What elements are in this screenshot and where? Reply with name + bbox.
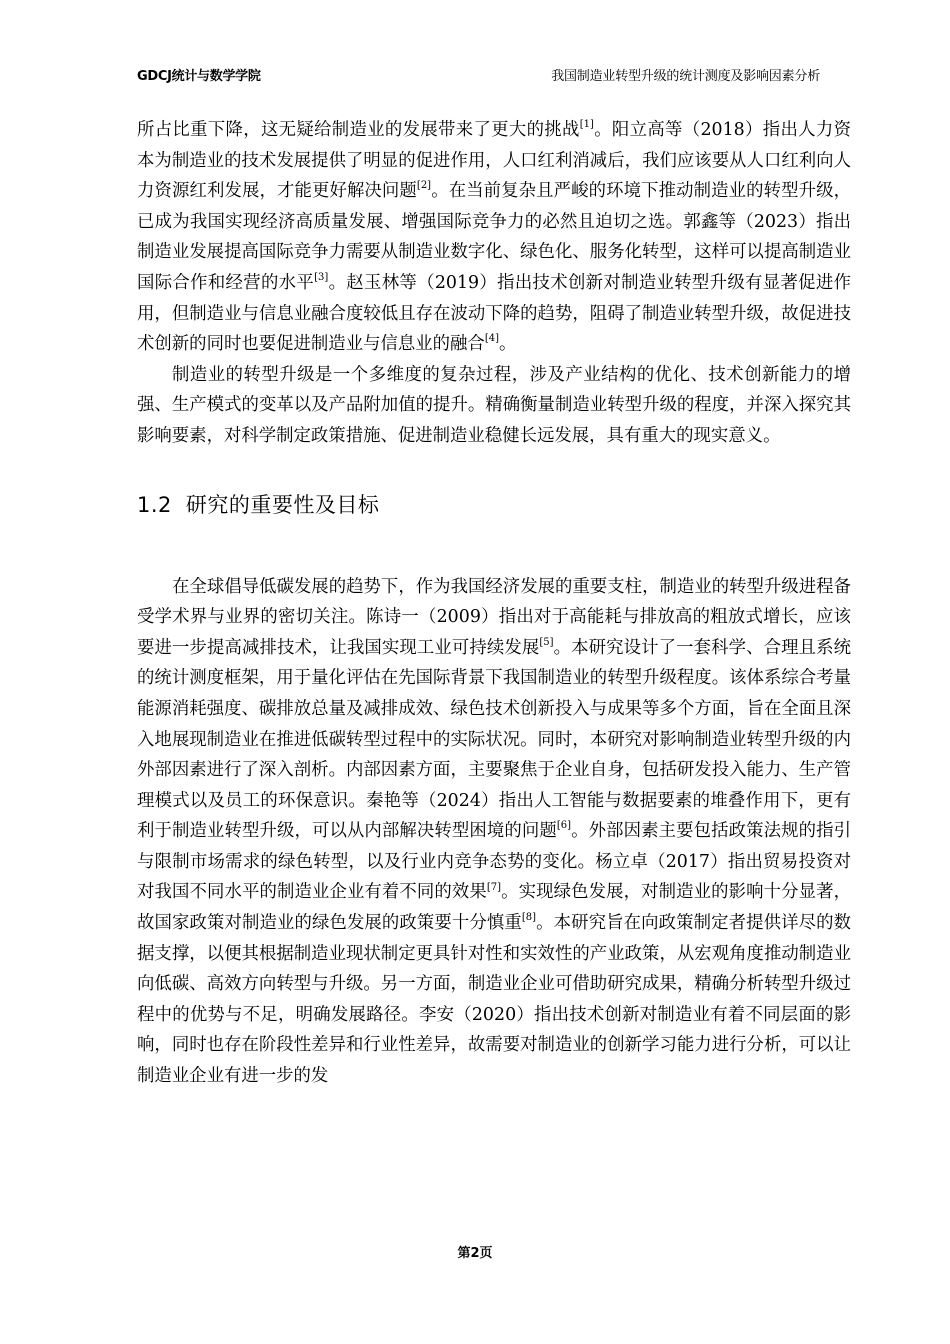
body-paragraph-2: 制造业的转型升级是一个多维度的复杂过程，涉及产业结构的优化、技术创新能力的增强、生产模式的变革以及产品附加值的提升。精确衡量制造业转型升级的程度，并深入探究其影响要素，对科学制定政策措施、促进制造业稳健长远发展，具有重大的现实意义。 (137, 364, 851, 446)
section-title: 研究的重要性及目标 (185, 492, 380, 517)
citation-8[interactable]: [8] (521, 912, 537, 924)
citation-6[interactable]: [6] (556, 820, 572, 832)
citation-5[interactable]: [5] (539, 636, 554, 648)
citation-7[interactable]: [7] (486, 881, 502, 893)
citation-4[interactable]: [4] (484, 333, 499, 345)
text-segment: 。在当前复杂且严峻的环境下推动制造业的转型升级，已成为我国实现经济高质量发展、增强国际竞争力的必然且迫切之选。郭鑫等（2023）指出制造业发展提高国际竞争力需要从制造业数字化、绿色化、服务化转型，这样可以提高制造业国际合作和经营的水平 (137, 181, 851, 293)
text-segment: 。外部因素主要包括政策法规的指引与限制市场需求的绿色转型，以及行业内竞争态势的变化。杨立卓（2017）指出贸易投资对对我国不同水平的制造业企业有着不同的效果 (137, 821, 851, 903)
page-header (137, 66, 820, 88)
page-number: 第2页 (457, 1246, 493, 1261)
text-segment: 。阳立高等（2018）指出人力资本为制造业的技术发展提供了明显的促进作用，人口红利消减后，我们应该要从人口红利向人力资源红利发展，才能更好解决问题 (137, 120, 851, 202)
header-institution: GDCJ统计与数学学院 (137, 69, 261, 84)
body-paragraph-3 (137, 572, 851, 1092)
text-segment: 在全球倡导低碳发展的趋势下，作为我国经济发展的重要支柱，制造业的转型升级进程备受学术界与业界的密切关注。陈诗一（2009）指出对于高能耗与排放高的粗放式增长，应该要进一步提高减排技术，让我国实现工业可持续发展 (137, 576, 851, 658)
text-segment: 。本研究设计了一套科学、合理且系统的统计测度框架，用于量化评估在先国际背景下我国制造业的转型升级程度。该体系综合考量能源消耗强度、碳排放总量及减排成效、绿色技术创新投入与成果等多个方面，旨在全面且深入地展现制造业在推进低碳转型过程中的实际状况。同时，本研究对影响制造业转型升级的内外部因素进行了深入剖析。内部因素方面，主要聚焦于企业自身，包括研发投入能力、生产管理模式以及员工的环保意识。秦艳等（2024）指出人工智能与数据要素的堆叠作用下，更有利于制造业转型升级，可以从内部解决转型困境的问题 (137, 637, 851, 842)
text-segment: 。本研究旨在向政策制定者提供详尽的数据支撑，以便其根据制造业现状制定更具针对性和实效性的产业政策，从宏观角度推动制造业向低碳、高效方向转型与升级。另一方面，制造业企业可借助研究成果，精确分析转型升级过程中的优势与不足，明确发展路径。李安（2020）指出技术创新对制造业有着不同层面的影响，同时也存在阶段性差异和行业性差异，故需要对制造业的创新学习能力进行分析，可以让制造业企业有进一步的发 (137, 913, 851, 1087)
section-number: 1.2 (137, 492, 172, 517)
text-segment: 。 (499, 334, 517, 355)
section-heading (137, 490, 851, 520)
page-content (137, 115, 851, 1092)
text-segment: 所占比重下降，这无疑给制造业的发展带来了更大的挑战 (137, 120, 580, 140)
text-segment: 。实现绿色发展，对制造业的影响十分显著，故国家政策对制造业的绿色发展的政策要十分慎重 (137, 882, 851, 934)
citation-2[interactable]: [2] (416, 180, 432, 192)
body-paragraph-1 (137, 115, 851, 360)
text-segment: 。赵玉林等（2019）指出技术创新对制造业转型升级有显著促进作用，但制造业与信息业融合度较低且存在波动下降的趋势，阻碍了制造业转型升级，故促进技术创新的同时也要促进制造业与信息业的融合 (137, 272, 851, 355)
citation-1[interactable]: [1] (579, 119, 594, 131)
citation-3[interactable]: [3] (314, 272, 329, 284)
page-footer (0, 1243, 950, 1265)
header-paper-title: 我国制造业转型升级的统计测度及影响因素分析 (551, 69, 820, 84)
